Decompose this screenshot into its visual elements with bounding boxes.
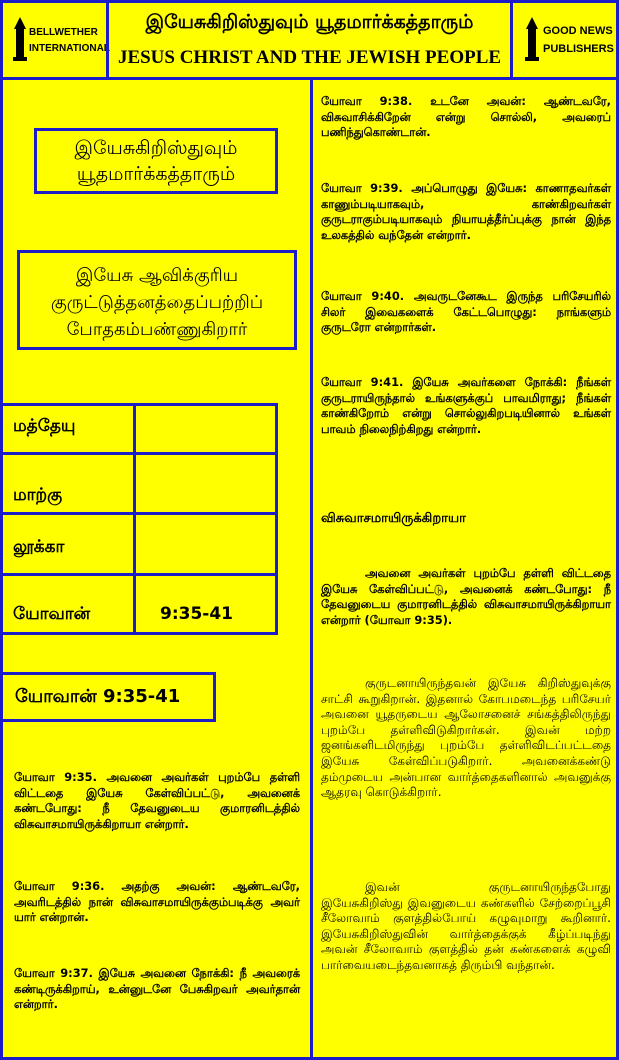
question-heading: விசுவாசமாயிருக்கிறாயா — [321, 511, 466, 526]
header-title-tamil: இயேசுகிறிஸ்துவும் யூதமார்க்கத்தாரும் — [145, 11, 474, 33]
tower-icon — [13, 17, 27, 61]
gospel-ref-matthew — [133, 403, 278, 455]
goodnews-logo — [525, 17, 539, 65]
verse-9-37: யோவா 9:37. இயேசு அவனை நோக்கி: நீ அவரைக் கண்டிருக்கிறாய், உன்னுடனே பேசுகிறவர் அவர்தான் என்றார். — [14, 966, 300, 1012]
right-logo-text-2: PUBLISHERS — [543, 43, 614, 55]
left-logo-text-1: BELLWETHER — [29, 27, 98, 38]
verse-9-39: யோவா 9:39. அப்பொழுது இயேசு: காணாதவர்கள் காணும்படியாகவும், காண்கிறவர்கள் குருடராகும்படியாகவும் நியாயத்தீர்ப்புக்கு நான் இந்த உலகத்தில் வந்தேன் என்றார். — [321, 181, 611, 242]
subtitle-line-1: இயேசு ஆவிக்குரிய — [75, 265, 239, 286]
commentary-paragraph-1: அவனை அவர்கள் புறம்பே தள்ளி விட்டதை இயேசு கேள்விப்பட்டு, அவனைக் கண்டபோது: நீ தேவனுடைய குமாரனிடத்தில் விசுவாசமாயிருக்கிறாயா என்றார் (யோவா 9:35). — [321, 566, 611, 627]
bellwether-logo — [13, 17, 27, 65]
gospel-ref-mark — [133, 452, 278, 515]
left-logo-text-2: INTERNATIONAL — [29, 43, 110, 54]
header-title-box — [106, 0, 513, 80]
gospel-ref-luke — [133, 512, 278, 576]
left-logo-box — [0, 0, 109, 80]
verse-9-35: யோவா 9:35. அவனை அவர்கள் புறம்பே தள்ளி விட்டதை இயேசு கேள்விப்பட்டு, அவனைக் கண்டபோது: நீ தேவனுடைய குமாரனிடத்தில் விசுவாசமாயிருக்கிறாயா என்றார். — [14, 770, 300, 831]
commentary-paragraph-3: இவன் குருடனாயிருந்தபோது இயேசுகிறிஸ்து இவனுடைய கண்களில் சேற்றைப்பூசி சீலோவாம் குளத்தில்போய் கழுவுமாறு கூறினார். இயேசுகிறிஸ்துவின் வார்த்தைக்குக் கீழ்ப்படிந்து அவன் சீலோவாம் குளத்தில் தன் கண்களைக் கழுவி பார்வையடைந்தவனாகத் திரும்பி வந்தான். — [321, 880, 611, 972]
header-title-english: JESUS CHRIST AND THE JEWISH PEOPLE — [117, 47, 502, 68]
verse-9-41: யோவா 9:41. இயேசு அவர்களை நோக்கி: நீங்கள் குருடராயிருந்தால் உங்களுக்குப் பாவமிராது; நீங்கள் காண்கிறோம் என்று சொல்லுகிறபடியினால் உங்கள் பாவம் நிலைநிற்கிறது என்றார். — [321, 375, 611, 436]
verse-9-38: யோவா 9:38. உடனே அவன்: ஆண்டவரே, விசுவாசிக்கிறேன் என்று சொல்லி, அவரைப் பணிந்துகொண்டான். — [321, 94, 611, 140]
subtitle-line-2: குருட்டுத்தனத்தைப்பற்றிப் — [50, 292, 264, 313]
gospel-ref-john: 9:35-41 — [133, 573, 278, 635]
title-line-1: இயேசுகிறிஸ்துவும் — [74, 137, 238, 159]
gospel-name-mark: மாற்கு — [0, 452, 136, 515]
right-logo-box — [510, 0, 619, 80]
section-ref: யோவான் 9:35-41 — [15, 686, 181, 707]
section-ref-box — [0, 672, 216, 722]
verse-9-36: யோவா 9:36. அதற்கு அவன்: ஆண்டவரே, அவரிடத்தில் நான் விசுவாசமாயிருக்கும்படிக்கு அவர் யார் என்றான். — [14, 879, 300, 925]
verse-9-40: யோவா 9:40. அவருடனேகூட இருந்த பரிசேயரில் சிலர் இவைகளைக் கேட்டபொழுது: நாங்களும் குருடரோ என்றார்கள். — [321, 289, 611, 335]
gospel-name-john: யோவான் — [0, 573, 136, 635]
right-logo-text-1: GOOD NEWS — [543, 25, 613, 37]
title-line-2: யூதமார்க்கத்தாரும் — [76, 163, 236, 185]
subtitle-box — [17, 250, 297, 350]
gospel-name-luke: லூக்கா — [0, 512, 136, 576]
tower-icon — [525, 17, 539, 61]
subtitle-line-3: போதகம்பண்ணுகிறார் — [66, 319, 248, 340]
title-box — [34, 128, 278, 194]
gospel-name-matthew: மத்தேயு — [0, 403, 136, 455]
commentary-paragraph-2: குருடனாயிருந்தவன் இயேசு கிறிஸ்துவுக்கு சாட்சி கூறுகிறான். இதனால் கோபமடைந்த பரிசேயர் அவனை யூதருடைய ஆலோசனைச் சங்கத்திலிருந்து புறம்பே தள்ளிவிடுகிறார்கள். இவன் மற்ற ஜனங்களிடமிருந்து புறம்பே தள்ளிவிடப்பட்டதை இயேசு கேள்விப்படுகிறார். அவனைக்கண்டு தம்முடைய அன்பான வார்த்தைகளினால் அவனுக்கு ஆதரவு கொடுக்கிறார். — [321, 676, 611, 800]
